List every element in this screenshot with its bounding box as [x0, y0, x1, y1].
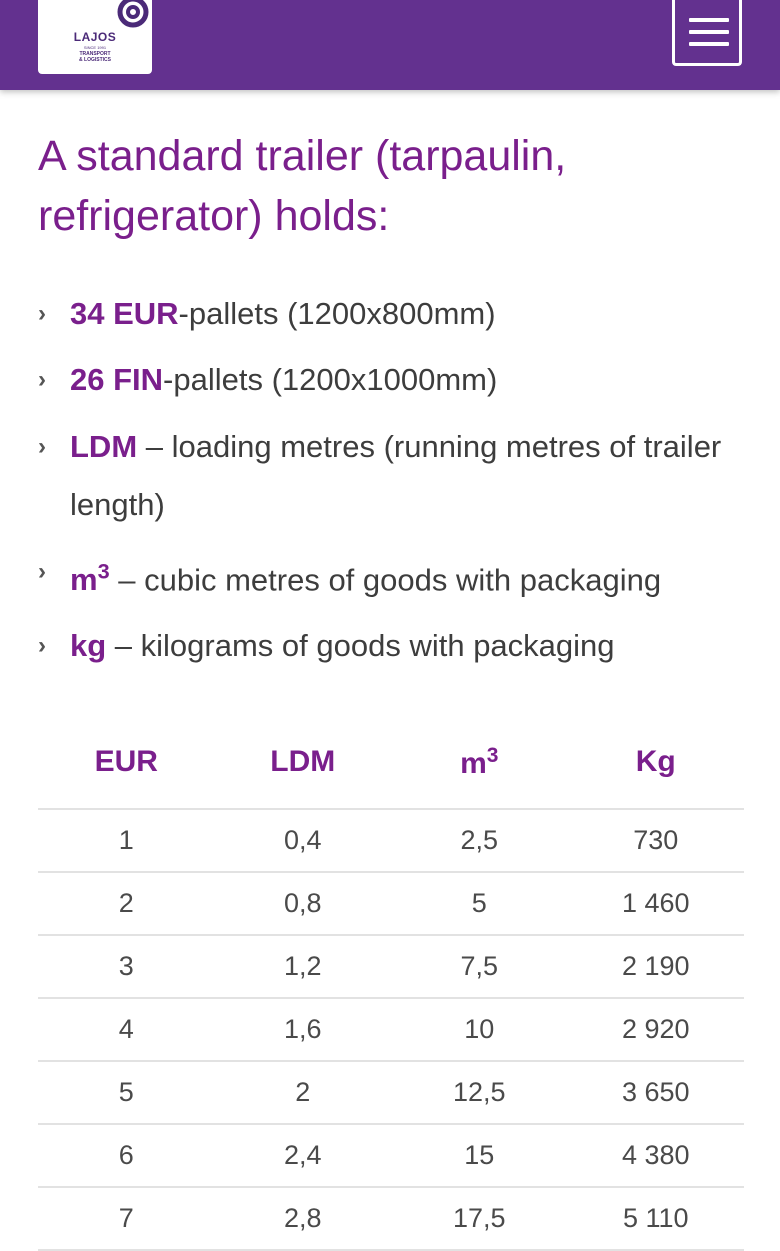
cell-m3: 2,5 [391, 809, 568, 872]
column-header-m3 [391, 716, 568, 809]
list-item-text: -pallets (1200x800mm) [178, 296, 496, 331]
cell-ldm: 2,4 [215, 1124, 392, 1187]
list-item-bold [70, 559, 110, 598]
cell-ldm: 1,2 [215, 935, 392, 998]
cell-kg: 2 190 [568, 935, 745, 998]
hamburger-menu-icon-bar-middle [689, 30, 729, 34]
capacity-list [38, 286, 748, 684]
table-row [38, 809, 744, 872]
chevron-right-icon: › [38, 366, 46, 393]
cell-ldm: 2 [215, 1061, 392, 1124]
logo-link[interactable] [38, 0, 152, 74]
cell-ldm: 0,8 [215, 872, 392, 935]
logo-tagline [38, 51, 152, 63]
list-item-bold: 34 EUR [70, 296, 179, 331]
table-header-row [38, 716, 744, 809]
cell-ldm: 2,8 [215, 1187, 392, 1250]
cell-kg: 2 920 [568, 998, 745, 1061]
column-header-m3-base: m [460, 746, 487, 780]
cell-eur: 1 [38, 809, 215, 872]
cell-eur: 7 [38, 1187, 215, 1250]
list-item [38, 352, 748, 408]
logo-tagline-line-2: & LOGISTICS [79, 57, 111, 63]
list-item-bold-base: m [70, 562, 98, 598]
column-header-m3-superscript: 3 [486, 743, 499, 767]
cell-ldm: 0,4 [215, 809, 392, 872]
cell-m3: 5 [391, 872, 568, 935]
logo-mark-icon [110, 0, 156, 30]
list-item-bold: 26 FIN [70, 362, 164, 397]
table-row [38, 935, 744, 998]
cell-m3: 7,5 [391, 935, 568, 998]
list-item [38, 544, 748, 608]
cell-eur: 4 [38, 998, 215, 1061]
table-row [38, 998, 744, 1061]
cell-kg: 3 650 [568, 1061, 745, 1124]
table-row [38, 1061, 744, 1124]
cell-ldm: 1,6 [215, 998, 392, 1061]
hamburger-menu-icon [689, 18, 729, 22]
chevron-right-icon: › [38, 558, 46, 585]
cell-eur: 6 [38, 1124, 215, 1187]
cell-eur: 3 [38, 935, 215, 998]
menu-button[interactable] [672, 0, 742, 66]
cell-m3: 10 [391, 998, 568, 1061]
list-item-text: – cubic metres of goods with packaging [109, 562, 662, 598]
logo-tagline-line-1: TRANSPORT [79, 51, 111, 57]
cell-eur: 2 [38, 872, 215, 935]
cell-m3: 17,5 [391, 1187, 568, 1250]
page-heading: A standard trailer (tarpaulin, refrigerator) holds: [38, 132, 567, 240]
list-item [38, 618, 748, 674]
column-header-kg: Kg [568, 716, 745, 809]
column-header-ldm: LDM [215, 716, 392, 809]
chevron-right-icon: › [38, 433, 46, 460]
list-item-text: – loading metres (running metres of trailer length) [70, 429, 722, 522]
pallet-capacity-table [38, 716, 744, 1251]
logo-since: SINCE 1991 [83, 45, 107, 50]
chevron-right-icon: › [38, 300, 46, 327]
list-item [38, 286, 748, 342]
table-row [38, 872, 744, 935]
list-item-text: -pallets (1200x1000mm) [163, 362, 498, 397]
table-row [38, 1124, 744, 1187]
list-item [38, 418, 748, 534]
logo-name: LAJOS [73, 30, 117, 44]
cell-m3: 15 [391, 1124, 568, 1187]
cell-eur: 5 [38, 1061, 215, 1124]
chevron-right-icon: › [38, 632, 46, 660]
cell-kg: 5 110 [568, 1187, 745, 1250]
list-item-bold: kg [70, 628, 107, 664]
top-navigation-bar [0, 0, 780, 90]
list-item-superscript: 3 [97, 559, 110, 584]
table-row [38, 1187, 744, 1250]
cell-kg: 4 380 [568, 1124, 745, 1187]
cell-kg: 1 460 [568, 872, 745, 935]
list-item-bold: LDM [70, 429, 138, 464]
cell-kg: 730 [568, 809, 745, 872]
list-item-text: – kilograms of goods with packaging [106, 628, 615, 664]
column-header-eur: EUR [38, 716, 215, 809]
hamburger-menu-icon-bar-bottom [689, 42, 729, 46]
cell-m3: 12,5 [391, 1061, 568, 1124]
